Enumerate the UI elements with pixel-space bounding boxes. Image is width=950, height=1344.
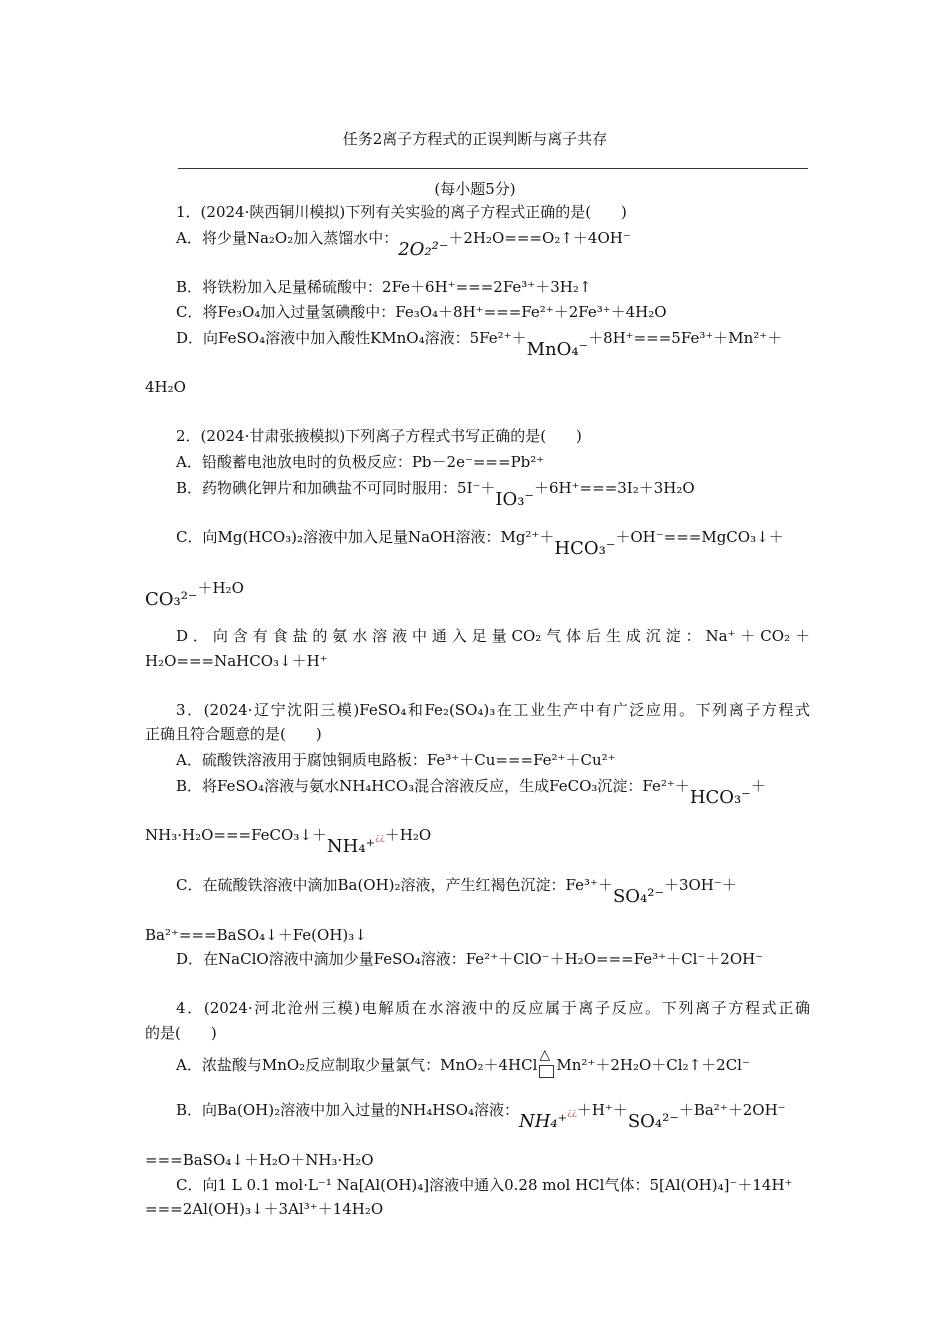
- question-4-stem: 4．(2024·河北沧州三模)电解质在水溶液中的反应属于离子反应。下列离子方程式正确: [176, 999, 810, 1017]
- artifact-mark: ¿¿: [375, 833, 385, 843]
- question-1-stem: 1．(2024·陕西铜川模拟)下列有关实验的离子方程式正确的是( ): [176, 203, 627, 221]
- question-2-option-b: [176, 478, 810, 510]
- formula-fraction: IO₃⁻: [495, 489, 535, 510]
- score-note: (每小题5分): [434, 180, 516, 198]
- question-2-option-a: A．铅酸蓄电池放电时的负极反应：Pb－2e⁻===Pb²⁺: [176, 453, 545, 471]
- option-text: ＋: [750, 777, 766, 795]
- artifact-mark: ¿¿: [567, 1108, 577, 1118]
- question-1-option-c: C．将Fe₃O₄加入过量氢碘酸中：Fe₃O₄＋8H⁺===Fe²⁺＋2Fe³⁺＋4H₂O: [176, 303, 667, 321]
- question-3-option-b: [176, 776, 810, 808]
- formula-fraction: MnO₄⁻: [526, 339, 589, 360]
- heating-condition: [537, 1047, 556, 1078]
- question-4-option-a: [176, 1047, 810, 1078]
- option-text: D．向FeSO₄溶液中加入酸性KMnO₄溶液：5Fe²⁺＋: [176, 329, 527, 347]
- option-text: ＋8H⁺===5Fe³⁺＋Mn²⁺＋: [588, 329, 783, 347]
- option-text: ＋2H₂O===O₂↑＋4OH⁻: [448, 229, 631, 247]
- option-text: A．浓盐酸与MnO₂反应制取少量氯气：MnO₂＋4HCl: [176, 1056, 538, 1074]
- option-text: NH₃·H₂O===FeCO₃↓＋: [145, 826, 327, 844]
- question-4-option-c-cont: ===2Al(OH)₃↓＋3Al³⁺＋14H₂O: [145, 1200, 384, 1218]
- option-text: B．药物碘化钾片和加碘盐不可同时服用：5I⁻＋: [176, 479, 496, 497]
- option-text: C．在硫酸铁溶液中滴加Ba(OH)₂溶液，产生红褐色沉淀：Fe³⁺＋: [176, 876, 613, 894]
- reaction-box-icon: [539, 1065, 554, 1078]
- option-text: ＋3OH⁻＋: [663, 876, 737, 894]
- question-2-option-d: D．向含有食盐的氨水溶液中通入足量CO₂气体后生成沉淀：Na⁺＋CO₂＋: [176, 627, 810, 645]
- page-title: 任务2离子方程式的正误判断与离子共存: [342, 130, 608, 148]
- question-3-option-b-cont: [145, 825, 810, 857]
- question-4-option-b-cont: ===BaSO₄↓＋H₂O＋NH₃·H₂O: [145, 1151, 374, 1169]
- formula-fraction: NH₄⁺: [518, 1111, 568, 1132]
- option-text: B．向Ba(OH)₂溶液中加入过量的NH₄HSO₄溶液：: [176, 1101, 519, 1119]
- option-text: ＋6H⁺===3I₂＋3H₂O: [534, 479, 695, 497]
- question-2-stem: 2．(2024·甘肃张掖模拟)下列离子方程式书写正确的是( ): [176, 427, 582, 445]
- question-3-option-c-cont: Ba²⁺===BaSO₄↓＋Fe(OH)₃↓: [145, 926, 367, 944]
- option-text: B．将FeSO₄溶液与氨水NH₄HCO₃混合溶液反应，生成FeCO₃沉淀：Fe²⁺＋: [176, 777, 690, 795]
- option-text: ＋H₂O: [384, 826, 432, 844]
- option-text: ＋OH⁻===MgCO₃↓＋: [615, 528, 784, 546]
- option-text: ＋H⁺＋: [576, 1101, 628, 1119]
- formula-fraction: SO₄²⁻: [612, 886, 664, 907]
- question-3-option-c: [176, 875, 810, 907]
- question-1-option-b: B．将铁粉加入足量稀硫酸中：2Fe＋6H⁺===2Fe³⁺＋3H₂↑: [176, 278, 592, 296]
- formula-fraction: HCO₃⁻: [689, 787, 751, 808]
- question-4-stem-cont: 的是( ): [145, 1024, 217, 1042]
- question-3-option-a: A．硫酸铁溶液用于腐蚀铜质电路板：Fe³⁺＋Cu===Fe²⁺＋Cu²⁺: [176, 751, 616, 769]
- question-3-stem-cont: 正确且符合题意的是( ): [145, 725, 322, 743]
- option-text: Mn²⁺＋2H₂O＋Cl₂↑＋2Cl⁻: [556, 1056, 750, 1074]
- question-2-option-c-cont: [145, 578, 810, 610]
- option-text: ＋H₂O: [197, 579, 244, 597]
- question-1-option-d-cont: 4H₂O: [145, 378, 186, 396]
- option-text: ＋Ba²⁺＋2OH⁻: [678, 1101, 786, 1119]
- formula-fraction: NH₄⁺: [326, 836, 376, 857]
- question-4-option-b: [176, 1100, 810, 1132]
- question-3-option-d: D．在NaClO溶液中滴加少量FeSO₄溶液：Fe²⁺＋ClO⁻＋H₂O===Fe³⁺＋Cl⁻＋2OH⁻: [176, 950, 764, 968]
- question-4-option-c: C．向1 L 0.1 mol·L⁻¹ Na[Al(OH)₄]溶液中通入0.28 mol HCl气体：5[Al(OH)₄]⁻＋14H⁺: [176, 1176, 793, 1194]
- formula-fraction: SO₄²⁻: [627, 1111, 679, 1132]
- delta-symbol: △: [539, 1047, 551, 1063]
- formula-fraction: CO₃²⁻: [145, 589, 198, 610]
- formula-fraction: 2O₂²⁻: [398, 239, 449, 260]
- option-text: A．将少量Na₂O₂加入蒸馏水中：: [176, 229, 399, 247]
- question-2-option-d-cont: H₂O===NaHCO₃↓＋H⁺: [145, 652, 328, 670]
- question-3-stem: 3．(2024·辽宁沈阳三模)FeSO₄和Fe₂(SO₄)₃在工业生产中有广泛应用。下列离子方程式: [176, 701, 810, 719]
- title-divider: [178, 168, 808, 169]
- question-2-option-c: [176, 527, 810, 559]
- formula-fraction: HCO₃⁻: [554, 538, 616, 559]
- question-1-option-d: [176, 328, 810, 360]
- option-text: C．向Mg(HCO₃)₂溶液中加入足量NaOH溶液：Mg²⁺＋: [176, 528, 555, 546]
- question-1-option-a: [176, 228, 810, 260]
